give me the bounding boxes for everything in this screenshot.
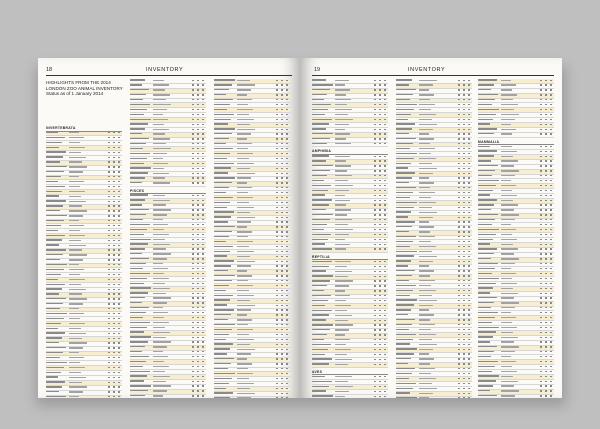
section-amphibia: AMPHIBIA [312, 149, 388, 155]
header-rule [46, 75, 292, 76]
table-row [312, 395, 388, 398]
table-row [478, 133, 554, 138]
table-rows [214, 79, 290, 398]
table-row [478, 395, 554, 398]
column-right-2 [396, 79, 472, 398]
table-rows [312, 155, 388, 253]
headline-line-2: LONDON ZOO ANIMAL INVENTORY [46, 85, 123, 91]
column-left-2 [130, 79, 206, 398]
page-number-left: 18 [46, 67, 53, 73]
section-mammalia: MAMMALIA [478, 140, 554, 146]
table-rows [312, 375, 388, 398]
table-row [312, 363, 388, 368]
headline-line-1: HIGHLIGHTS FROM THE 2014 [46, 80, 111, 85]
table-row [46, 396, 122, 398]
table-row [312, 248, 388, 253]
table-rows [396, 79, 472, 398]
section-pisces: PISCES [130, 189, 206, 195]
column-left-3 [214, 79, 290, 398]
table-row [130, 395, 206, 398]
column-right-3 [478, 79, 554, 398]
table-row [312, 143, 388, 148]
table-row [396, 397, 472, 398]
table-rows [478, 145, 554, 398]
page-headline [46, 80, 123, 97]
table-row [130, 182, 206, 187]
running-head-left: INVENTORY [146, 67, 184, 73]
header-rule [312, 75, 554, 76]
section-reptilia: REPTILIA [312, 255, 388, 261]
column-right-1 [312, 79, 388, 398]
right-page [300, 58, 562, 398]
table-rows [312, 260, 388, 368]
table-rows [46, 132, 122, 399]
column-left-1 [46, 124, 122, 398]
table-rows [478, 79, 554, 138]
table-rows [130, 79, 206, 187]
section-aves: AVES [312, 370, 388, 376]
table-rows [312, 79, 388, 147]
table-rows [130, 194, 206, 398]
running-head-right: INVENTORY [408, 67, 446, 73]
headline-line-3: Status as of 1 January 2014 [46, 91, 104, 97]
left-page [38, 58, 300, 398]
table-row [214, 397, 290, 398]
section-invertebrata: INVERTEBRATA [46, 126, 122, 132]
page-number-right: 19 [314, 67, 321, 73]
